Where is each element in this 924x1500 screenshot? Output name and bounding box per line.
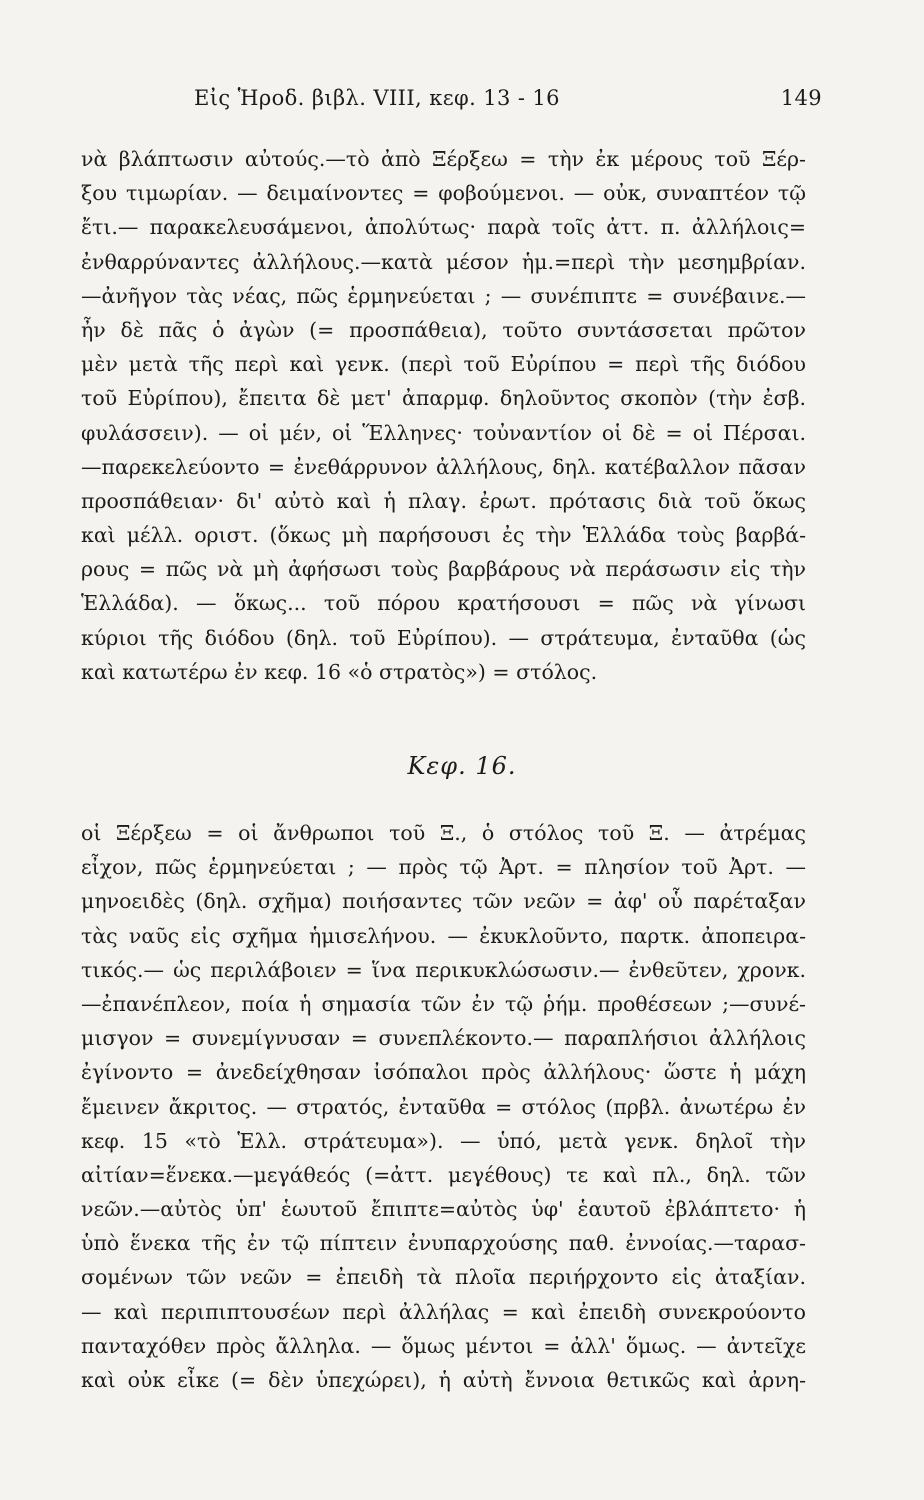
text-line: ρους = πῶς νὰ μὴ ἀφήσωσι τοὺς βαρβάρους νὰ περάσωσιν εἰς τὴν <box>81 557 806 582</box>
text-line: ἔτι.— παρακελευσάμενοι, ἀπολύτως· παρὰ τοῖς ἀττ. π. ἀλλήλοις= <box>81 215 806 240</box>
text-line: προσπάθειαν· δι' αὐτὸ καὶ ἡ πλαγ. ἐρωτ. πρότασις διὰ τοῦ ὅκως <box>81 488 806 513</box>
text-line: κύριοι τῆς διόδου (δηλ. τοῦ Εὐρίπου). — στράτευμα, ἐνταῦθα (ὡς <box>81 625 806 650</box>
text-line: πανταχόθεν πρὸς ἄλληλα. — ὅμως μέντοι = ἀλλ' ὅμως. — ἀντεῖχε <box>81 1333 806 1358</box>
commentary-section-1 <box>81 142 806 689</box>
text-line: —παρεκελεύοντο = ἐνεθάρρυνον ἀλλήλους, δηλ. κατέβαλλον πᾶσαν <box>81 454 806 479</box>
text-line: οἱ Ξέρξεω = οἱ ἄνθρωποι τοῦ Ξ., ὁ στόλος τοῦ Ξ. — ἀτρέμας <box>81 821 806 845</box>
text-line: τοῦ Εὐρίπου), ἔπειτα δὲ μετ' ἀπαρμφ. δηλοῦντος σκοπὸν (τὴν ἐσβ. <box>81 386 806 411</box>
text-line: τικός.— ὡς περιλάβοιεν = ἵνα περικυκλώσωσιν.— ἐνθεῦτεν, χρονκ. <box>81 957 806 982</box>
text-line: — καὶ περιπιπτουσέων περὶ ἀλλήλας = καὶ ἐπειδὴ συνεκρούοντο <box>81 1299 806 1324</box>
text-line: ἔμεινεν ἄκριτος. — στρατός, ἐνταῦθα = στόλος (πρβλ. ἀνωτέρω ἐν <box>81 1094 806 1119</box>
text-line: σομένων τῶν νεῶν = ἐπειδὴ τὰ πλοῖα περιήρχοντο εἰς ἀταξίαν. <box>81 1265 806 1290</box>
text-line: Ἑλλάδα). — ὅκως... τοῦ πόρου κρατήσουσι = πῶς νὰ γίνωσι <box>81 591 806 616</box>
text-line: νεῶν.—αὐτὸς ὑπ' ἑωυτοῦ ἔπιπτε=αὐτὸς ὑφ' ἑαυτοῦ ἐβλάπτετο· ἡ <box>81 1197 806 1222</box>
running-header <box>194 86 822 110</box>
text-line: καὶ κατωτέρω ἐν κεφ. 16 «ὁ στρατὸς») = στόλος. <box>81 659 598 684</box>
text-line: εἶχον, πῶς ἑρμηνεύεται ; — πρὸς τῷ Ἀρτ. = πλησίον τοῦ Ἀρτ. — <box>81 855 806 880</box>
text-line: ἦν δὲ πᾶς ὁ ἀγὼν (= προσπάθεια), τοῦτο συντάσσεται πρῶτον <box>81 317 806 342</box>
text-line: ξου τιμωρίαν. — δειμαίνοντες = φοβούμενοι. — οὐκ, συναπτέον τῷ <box>81 181 806 206</box>
text-line: —ἀνῆγον τὰς νέας, πῶς ἑρμηνεύεται ; — συνέπιπτε = συνέβαινε.— <box>81 283 806 308</box>
text-line: καὶ μέλλ. οριστ. (ὅκως μὴ παρήσουσι ἐς τὴν Ἑλλάδα τοὺς βαρβά- <box>81 523 806 548</box>
text-line: φυλάσσειν). — οἱ μέν, οἱ Ἕλληνες· τοὐναντίον οἱ δὲ = οἱ Πέρσαι. <box>81 420 806 445</box>
text-line: κεφ. 15 «τὸ Ἑλλ. στράτευμα»). — ὑπό, μετὰ γενκ. δηλοῖ τὴν <box>81 1128 806 1153</box>
text-line: καὶ οὐκ εἶκε (= δὲν ὑπεχώρει), ἡ αὐτὴ ἔννοια θετικῶς καὶ ἀρνη- <box>81 1368 806 1392</box>
text-line: ὑπὸ ἕνεκα τῆς ἐν τῷ πίπτειν ἐνυπαρχούσης παθ. ἐννοίας.—ταρασ- <box>81 1231 806 1256</box>
text-line: ἐνθαρρύναντες ἀλλήλους.—κατὰ μέσον ἡμ.=περὶ τὴν μεσημβρίαν. <box>81 249 806 274</box>
chapter-heading: Κεφ. 16. <box>407 752 517 780</box>
text-line: μισγον = συνεμίγνυσαν = συνεπλέκοντο.— παραπλήσιοι ἀλλήλοις <box>81 1026 806 1051</box>
page-number: 149 <box>780 86 822 110</box>
text-line: μὲν μετὰ τῆς περὶ καὶ γενκ. (περὶ τοῦ Εὐρίπου = περὶ τῆς διόδου <box>81 352 806 377</box>
text-line: αἰτίαν=ἕνεκα.—μεγάθεός (=ἀττ. μεγέθους) τε καὶ πλ., δηλ. τῶν <box>81 1162 806 1187</box>
text-line: μηνοειδὲς (δηλ. σχῆμα) ποιήσαντες τῶν νεῶν = ἀφ' οὗ παρέταξαν <box>81 889 806 914</box>
running-title: Εἰς Ἡροδ. βιβλ. VIII, κεφ. 13 - 16 <box>194 86 560 110</box>
text-line: —ἐπανέπλεον, ποία ἡ σημασία τῶν ἐν τῷ ῥήμ. προθέσεων ;—συνέ- <box>81 991 806 1016</box>
text-line: τὰς ναῦς εἰς σχῆμα ἡμισελήνου. — ἐκυκλοῦντο, παρτκ. ἀποπειρα- <box>81 923 806 948</box>
text-line: ἐγίνοντο = ἀνεδείχθησαν ἰσόπαλοι πρὸς ἀλλήλους· ὥστε ἡ μάχη <box>81 1060 806 1085</box>
commentary-section-2 <box>81 816 806 1397</box>
text-line: νὰ βλάπτωσιν αὐτούς.—τὸ ἀπὸ Ξέρξεω = τὴν ἐκ μέρους τοῦ Ξέρ- <box>81 147 806 171</box>
